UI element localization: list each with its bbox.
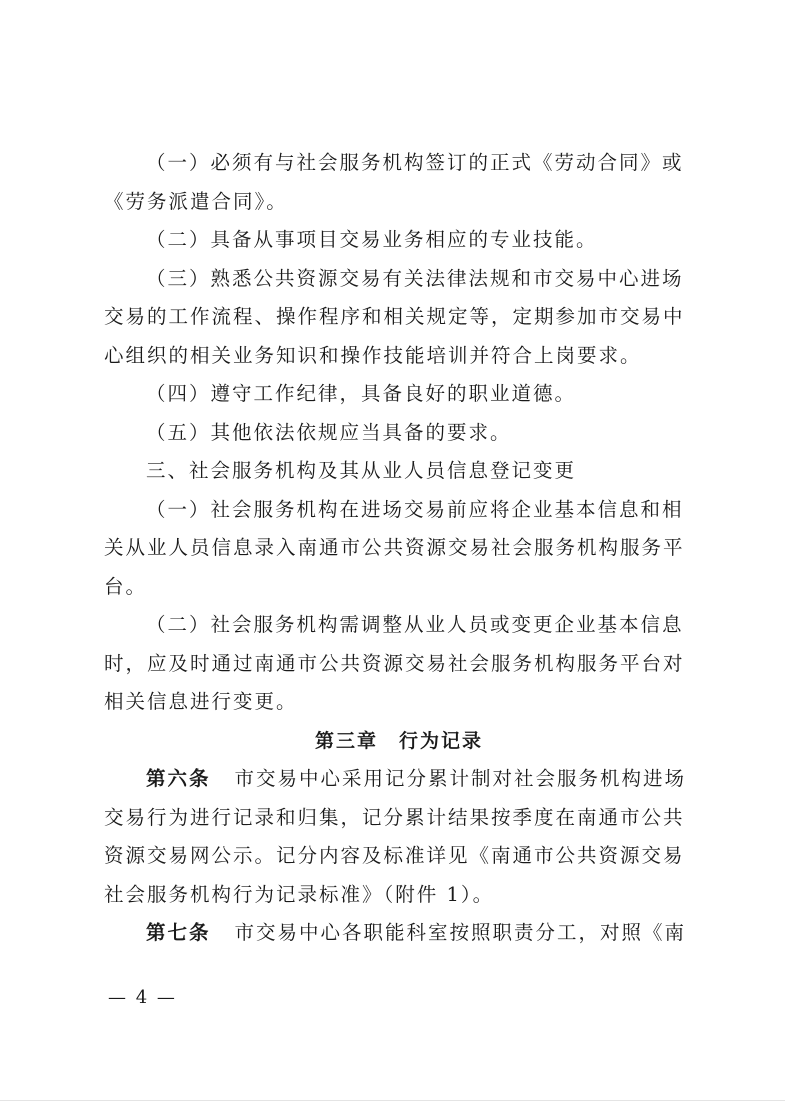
article-6-text: 市交易中心采用记分累计制对社会服务机构进场 (234, 767, 687, 790)
body-line: 台。 (104, 574, 148, 598)
body-line: 社会服务机构行为记录标准》（附件 1）。 (104, 882, 495, 906)
body-line: 《劳务派遣合同》。 (104, 189, 288, 213)
body-line: 心组织的相关业务知识和操作技能培训并符合上岗要求。 (104, 343, 642, 367)
chapter-heading: 第三章 行为记录 (314, 729, 483, 752)
article-7-text: 市交易中心各职能科室按照职责分工，对照《南 (234, 921, 687, 944)
article-7-line (104, 914, 694, 953)
document-body (104, 144, 694, 953)
body-line: （四）遵守工作纪律，具备良好的职业道德。 (146, 382, 577, 405)
body-line: （五）其他依法依规应当具备的要求。 (146, 420, 512, 444)
article-7-label: 第七条 (146, 921, 211, 944)
body-line: （三）熟悉公共资源交易有关法律法规和市交易中心进场 (146, 266, 684, 290)
body-line: 交易行为进行记录和归集，记分累计结果按季度在南通市公共 (104, 805, 685, 829)
body-line: 时，应及时通过南通市公共资源交易社会服务机构服务平台对 (104, 651, 685, 675)
body-line: （一）必须有与社会服务机构签订的正式《劳动合同》或 (146, 151, 684, 174)
article-6-label: 第六条 (146, 767, 211, 790)
scan-edge-divider (0, 1100, 785, 1101)
body-line: 资源交易网公示。记分内容及标准详见《南通市公共资源交易 (104, 844, 685, 867)
section-heading: 三、社会服务机构及其从业人员信息登记变更 (146, 459, 577, 482)
body-line: 关从业人员信息录入南通市公共资源交易社会服务机构服务平 (104, 536, 685, 559)
body-line: （二）社会服务机构需调整从业人员或变更企业基本信息 (146, 613, 684, 636)
body-line: 交易的工作流程、操作程序和相关规定等，定期参加市交易中 (104, 305, 685, 328)
body-line: 相关信息进行变更。 (104, 690, 298, 713)
body-line: （一）社会服务机构在进场交易前应将企业基本信息和相 (146, 497, 684, 521)
body-line: （二）具备从事项目交易业务相应的专业技能。 (146, 228, 598, 251)
article-6-line (104, 760, 694, 799)
page-number: — 4 — (108, 987, 177, 1008)
